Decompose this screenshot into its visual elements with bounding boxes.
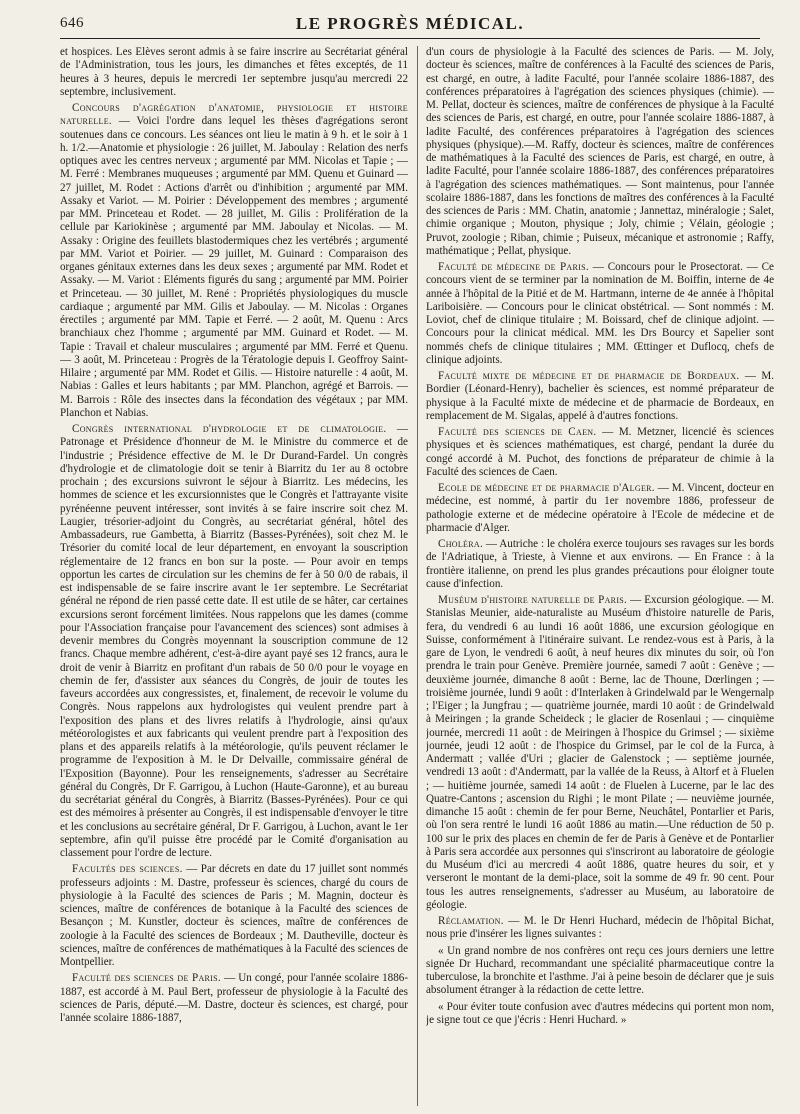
article-heading: Concours d'agrégation d'anatomie, physiologie et histoire naturelle. <box>60 102 408 128</box>
article-paragraph <box>60 102 408 420</box>
article-body: — Autriche : le choléra exerce toujours ses ravages sur les bords de l'Adriatique, à Trieste, à Vienne et aux environs. — En France : à la frontière italienne, on prend les plus grandes précautions pour éloigner toute cause d'infection. <box>426 538 774 590</box>
article-paragraph: d'un cours de physiologie à la Faculté des sciences de Paris. — M. Joly, docteur ès sciences, maître de conférences à la Faculté des sciences de Paris, est chargé, en outre, à ladite Faculté, pour l'année scolaire 1886-1887, des conférences préparatoires à l'agrégation des sciences physiques (chimie). — M. Pellat, docteur ès sciences, maître de conférences de physique à la Faculté des sciences de Paris, est chargé, en outre, pour l'année scolaire 1886-1887, à ladite Faculté, des conférences préparatoires à l'agrégation des sciences physiques (physique).—M. Raffy, docteur ès sciences, maître de conférences de mathématiques à la Faculté des sciences de Paris, est chargé, en outre, à ladite Faculté, pour l'année scolaire 1886-1887, des conférences préparatoires à l'agrégation des sciences mathématiques. — Sont maintenus, pour l'année scolaire 1886-1887, dans les fonctions de maîtres des conférences à la Faculté des sciences de Paris : MM. Chatin, anatomie ; Jannettaz, minéralogie ; Salet, chimie organique ; Mouton, physique ; Joly, chimie ; Vélain, géologie ; Pruvot, zoologie ; Riban, chimie ; Puiseux, mécanique et astronomie ; Raffy, mathématique ; Pellat, physique. <box>426 46 774 257</box>
article-body: — M. Metzner, licencié ès sciences physiques et ès sciences mathématiques, est chargé, pendant la durée du congé accordé à M. Puchot, des fonctions de préparateur de chimie à la Faculté des sciences de Caen. <box>426 426 774 478</box>
article-paragraph <box>60 863 408 969</box>
article-paragraph <box>426 1001 774 1028</box>
article-body: — Patronage et Présidence d'honneur de M. le Ministre du commerce et de l'industrie ; Présidence effective de M. le Dr Durand-Fardel. Un congrès d'hydrologie et de climatologie doit se tenir à Biarritz du 1er au 8 octobre prochain ; des excursions suivront le séjour à Biarritz. Les médecins, les hommes de science et les excursionnistes que le Congrès et l'attrayante visite pyrénéenne peuvent intéresser, sont invités à se faire inscrire soit chez M. Laugier, trésorier-adjoint du Congrès, au secrétariat général, hôtel des Ambassadeurs, rue Gambetta, à Biarritz (Basses-Pyrénées), soit chez M. le Trésorier du comité local de leur département, en envoyant la souscription réglementaire de 12 francs en bon sur la poste. — Pour avoir en temps opportun les cartes de circulation sur les chemins de fer à 50 0/0 de rabais, il est indispensable de se faire inscrire avant le 1er septembre. Le Secrétariat général ne répond de rien passé cette date. Il est utile de se hâter, car certaines excursions seront forcément limitées. Nous rappelons que les dames (comme pour l'Association française pour l'avancement des sciences) sont admises à devenir membres du Congrès moyennant la souscription commune de 12 francs. Chaque membre adhérent, c'est-à-dire ayant payé ses 12 francs, aura le droit de venir à Biarritz en profitant d'un rabais de 50 0/0 pour le voyage en chemin de fer, d'assister aux séances du Congrès, de jouir de toutes les faveurs accordées aux congressistes, et, finalement, de recevoir le volume du Congrès. Nous rappelons aux hydrologistes qui veulent prendre part à l'exposition des plans et des livres relatifs à l'hydrologie, ainsi qu'aux météorologistes et aux fabricants qui veulent prendre part à l'exposition des plans et des appareils relatifs à la météorologie, qu'ils peuvent réclamer le programme de l'exposition à M. le Dr Delvaille, commissaire général de l'Exposition (Bayonne). Pour les renseignements, s'adresser au Secrétaire général du Congrès, Dr F. Garrigou, à Luchon (Haute-Garonne), et au bureau du secrétariat général du Congrès, à Biarritz (Basses-Pyrénées). Pour ce qui est des mémoires à présenter au Congrès, il est indispensable d'envoyer le titre et les conclusions au secrétaire général, Dr F. Garrigou, à Luchon, avant le 1er septembre, afin qu'il puisse être procédé par le Comité d'organisation au classement pour l'ordre de lecture. <box>60 423 408 859</box>
article-paragraph <box>426 426 774 479</box>
journal-title: LE PROGRÈS MÉDICAL. <box>295 14 525 33</box>
article-paragraph <box>426 482 774 535</box>
article-paragraph <box>60 972 408 1025</box>
article-heading: Faculté de médecine de Paris. <box>438 261 589 273</box>
article-body: « Un grand nombre de nos confrères ont reçu ces jours derniers une lettre signée Dr Huchard, recommandant une spécialité pharmaceutique contre la tuberculose, la bronchite et l'asthme. J'ai à peine besoin de déclarer que je suis absolument étranger à la rédaction de cette lettre. <box>426 944 774 997</box>
article-paragraph <box>426 261 774 367</box>
article-paragraph <box>426 915 774 942</box>
article-heading: Muséum d'histoire naturelle de Paris. <box>438 594 628 606</box>
article-paragraph <box>426 370 774 423</box>
left-column <box>60 46 408 1106</box>
article-heading: Facultés des sciences. <box>72 863 183 876</box>
article-heading: Faculté des sciences de Caen. <box>438 426 597 438</box>
page-header <box>60 14 760 39</box>
article-body: « Pour éviter toute confusion avec d'autres médecins qui portent mon nom, je signe tout ce que j'écris : Henri Huchard. » <box>426 1000 774 1026</box>
article-heading: Congrès international d'hydrologie et de climatologie. <box>72 423 387 435</box>
column-divider <box>417 46 418 1106</box>
article-body: — M. le Dr Henri Huchard, médecin de l'hôpital Bichat, nous prie d'insérer les lignes suivantes : <box>426 915 774 941</box>
article-body: — Concours pour le Prosectorat. — Ce concours vient de se terminer par la nomination de M. Boiffin, interne de 4e année à l'hôpital de la Pitié et de M. Hartmann, interne de 4e année à l'hôpital Lariboisière. — Concours pour le clinicat obstétrical. — Sont nommés : M. Loviot, chef de clinique titulaire ; M. Boissard, chef de clinique adjoint. — Concours pour la clinicat médical. MM. les Drs Bourcy et Sapelier sont nommés chefs de clinique titulaires ; MM. Œttinger et Duflocq, chefs de clinique adjoints. <box>426 261 774 366</box>
article-paragraph: et hospices. Les Elèves seront admis à se faire inscrire au Secrétariat général de l'Administration, tous les jours, les dimanches et fêtes exceptés, de 11 heures à 3 heures, depuis le mercredi 1er septembre jusqu'au mercredi 22 septembre, inclusivement. <box>60 46 408 98</box>
article-heading: Ecole de médecine et de pharmacie d'Alger. <box>438 482 655 494</box>
article-paragraph <box>426 945 774 998</box>
article-body: — M. Vincent, docteur en médecine, est nommé, à partir du 1er novembre 1886, professeur de pathologie externe et de médecine opératoire à l'Ecole de médecine et de pharmacie d'Alger. <box>426 482 774 534</box>
article-body: — Un congé, pour l'année scolaire 1886-1887, est accordé à M. Paul Bert, professeur de physiologie à la Faculté des sciences de Paris, député.—M. Dastre, docteur ès sciences, est chargé, pour l'année scolaire 1886-1887, <box>60 972 408 1024</box>
article-body: — Excursion géologique. — M. Stanislas Meunier, aide-naturaliste au Muséum d'histoire naturelle de Paris, fera, du vendredi 6 au lundi 16 août 1886, une excursion géologique en Suisse, conformément à l'itinéraire suivant. Le rendez-vous est à Paris, à la gare de Lyon, le vendredi 6 août, à neuf heures dix minutes du soir, où l'on prendra le train pour Genève. Première journée, samedi 7 août : Genève ; — deuxième journée, dimanche 8 août : Berne, lac de Thoune, Dœrlingen ; — troisième journée, lundi 9 août : d'Interlaken à Grindelwald par le Wengernalp ; l'Eiger ; la Jungfrau ; — quatrième journée, mardi 10 août : de Grindelwald à Meiringen ; la grande Scheideck ; le glacier de Rosenlaui ; — cinquième journée, mercredi 11 août : de Meiringen à l'hospice du Grimsel ; — sixième journée, jeudi 12 août : de l'hospice du Grimsel, par le col de la Furca, à Andermatt ; vallée d'Uri ; glacier de Galenstock ; — septième journée, vendredi 13 août : d'Andermatt, par la vallée de la Reuss, à Altorf et à Fluelen ; — huitième journée, samedi 14 août : de Fluelen à Lucerne, par le lac des Quatre-Cantons ; ascension du Righi ; le mont Pilate ; — neuvième journée, dimanche 15 août : chemin de fer pour Berne, Neuchâtel, Pontarlier et Paris, où l'on sera rentré le lundi 16 août 1886 au matin.—Une réduction de 50 p. 100 sur le prix des places en chemin de fer de Paris à Genève et de Pontarlier à Paris sera accordée aux personnes qui s'inscriront au laboratoire de géologie du Muséum d'ici au mercredi 4 août 1886, quatre heures du soir, et y verseront le montant de la demi-place, soit la somme de 49 fr. 90 cent. Pour tous les autres renseignements, s'adresser au Muséum, au laboratoire de géologie. <box>426 594 774 911</box>
right-column <box>426 46 774 1106</box>
page-number: 646 <box>60 15 84 31</box>
article-paragraph <box>60 423 408 860</box>
article-paragraph <box>426 538 774 591</box>
article-heading: Réclamation. <box>438 915 504 927</box>
article-body: — Voici l'ordre dans lequel les thèses d'agrégations seront soutenues dans ce concours. Les séances ont lieu le matin à 9 h. et le soir à 1 h. 1/2.—Anatomie et physiologie : 26 juillet, M. Jaboulay : Relation des nerfs optiques avec les centres nerveux ; argumenté par MM. Nicolas et Tapie ; — M. Ferré : Membranes muqueuses ; argumenté par MM. Quenu et Guinard — 27 juillet, M. Rodet : Actions d'arrêt ou d'inhibition ; argumenté par MM. Assaky et Variot. — M. Poirier : Développement des membres ; argumenté par MM. Princeteau et Rodet. — 28 juillet, M. Gilis : Prolifération de la cellule par Kariokinèse ; argumenté par MM. Jaboulay et Nicolas. — M. Assaky : Origine des feuillets blastodermiques chez les vertébrés ; argumenté par MM. Variot et Poirier. — 29 juillet, M. Guinard : Comparaison des organes génitaux externes dans les deux sexes ; argumenté par MM. Rodet et Assaky. — M. Variot : Eléments figurés du sang ; argumenté par MM. Poirier et Princeteau. — 30 juillet, M. René : Propriétés physiologiques du muscle cardiaque ; argumenté par MM. Gilis et Jaboulay. — M. Nicolas : Organes érectiles ; argumenté par MM. Tapie et Ferré. — 2 août, M. Quenu : Arcs branchiaux chez l'homme ; argumenté par MM. Guinard et Rodet. — M. Tapie : Travail et chaleur musculaires ; argumenté par MM. Ferré et Quenu. — 3 août, M. Princeteau : Progrès de la Tératologie depuis I. Geoffroy Saint-Hilaire ; argumenté par MM. Rodet et Gilis. — Histoire naturelle : 4 août, M. Nabias : Galles et leurs habitants ; par MM. Planchon, agrégé et Barrois. — M. Barrois : Rôle des insectes dans la fécondation des végétaux ; par MM. Planchon et Nabias. <box>60 115 408 419</box>
article-paragraph <box>426 594 774 912</box>
article-body: — M. Bordier (Léonard-Henry), bachelier ès sciences, est nommé préparateur de physique à la Faculté mixte de médecine et de pharmacie de Bordeaux, en remplacement de M. Sigalas, appelé à d'autres fonctions. <box>426 370 774 422</box>
article-heading: Faculté mixte de médecine et de pharmacie de Bordeaux. <box>438 370 740 382</box>
article-heading: Faculté des sciences de Paris. <box>72 972 221 985</box>
article-body: — Par décrets en date du 17 juillet sont nommés professeurs adjoints : M. Dastre, professeur ès sciences, chargé du cours de physiologie à la Faculté des sciences de Paris ; M. Magnin, docteur ès sciences, maître de conférences de botanique à la Faculté des sciences de Besançon ; M. Kunstler, docteur ès sciences, maître de conférences de zoologie à la Faculté des sciences de Bordeaux ; M. Dautheville, docteur ès sciences, maître de conférences de mathématiques à la Faculté des sciences de Montpellier. <box>60 863 408 968</box>
article-heading: Choléra. <box>438 538 484 550</box>
